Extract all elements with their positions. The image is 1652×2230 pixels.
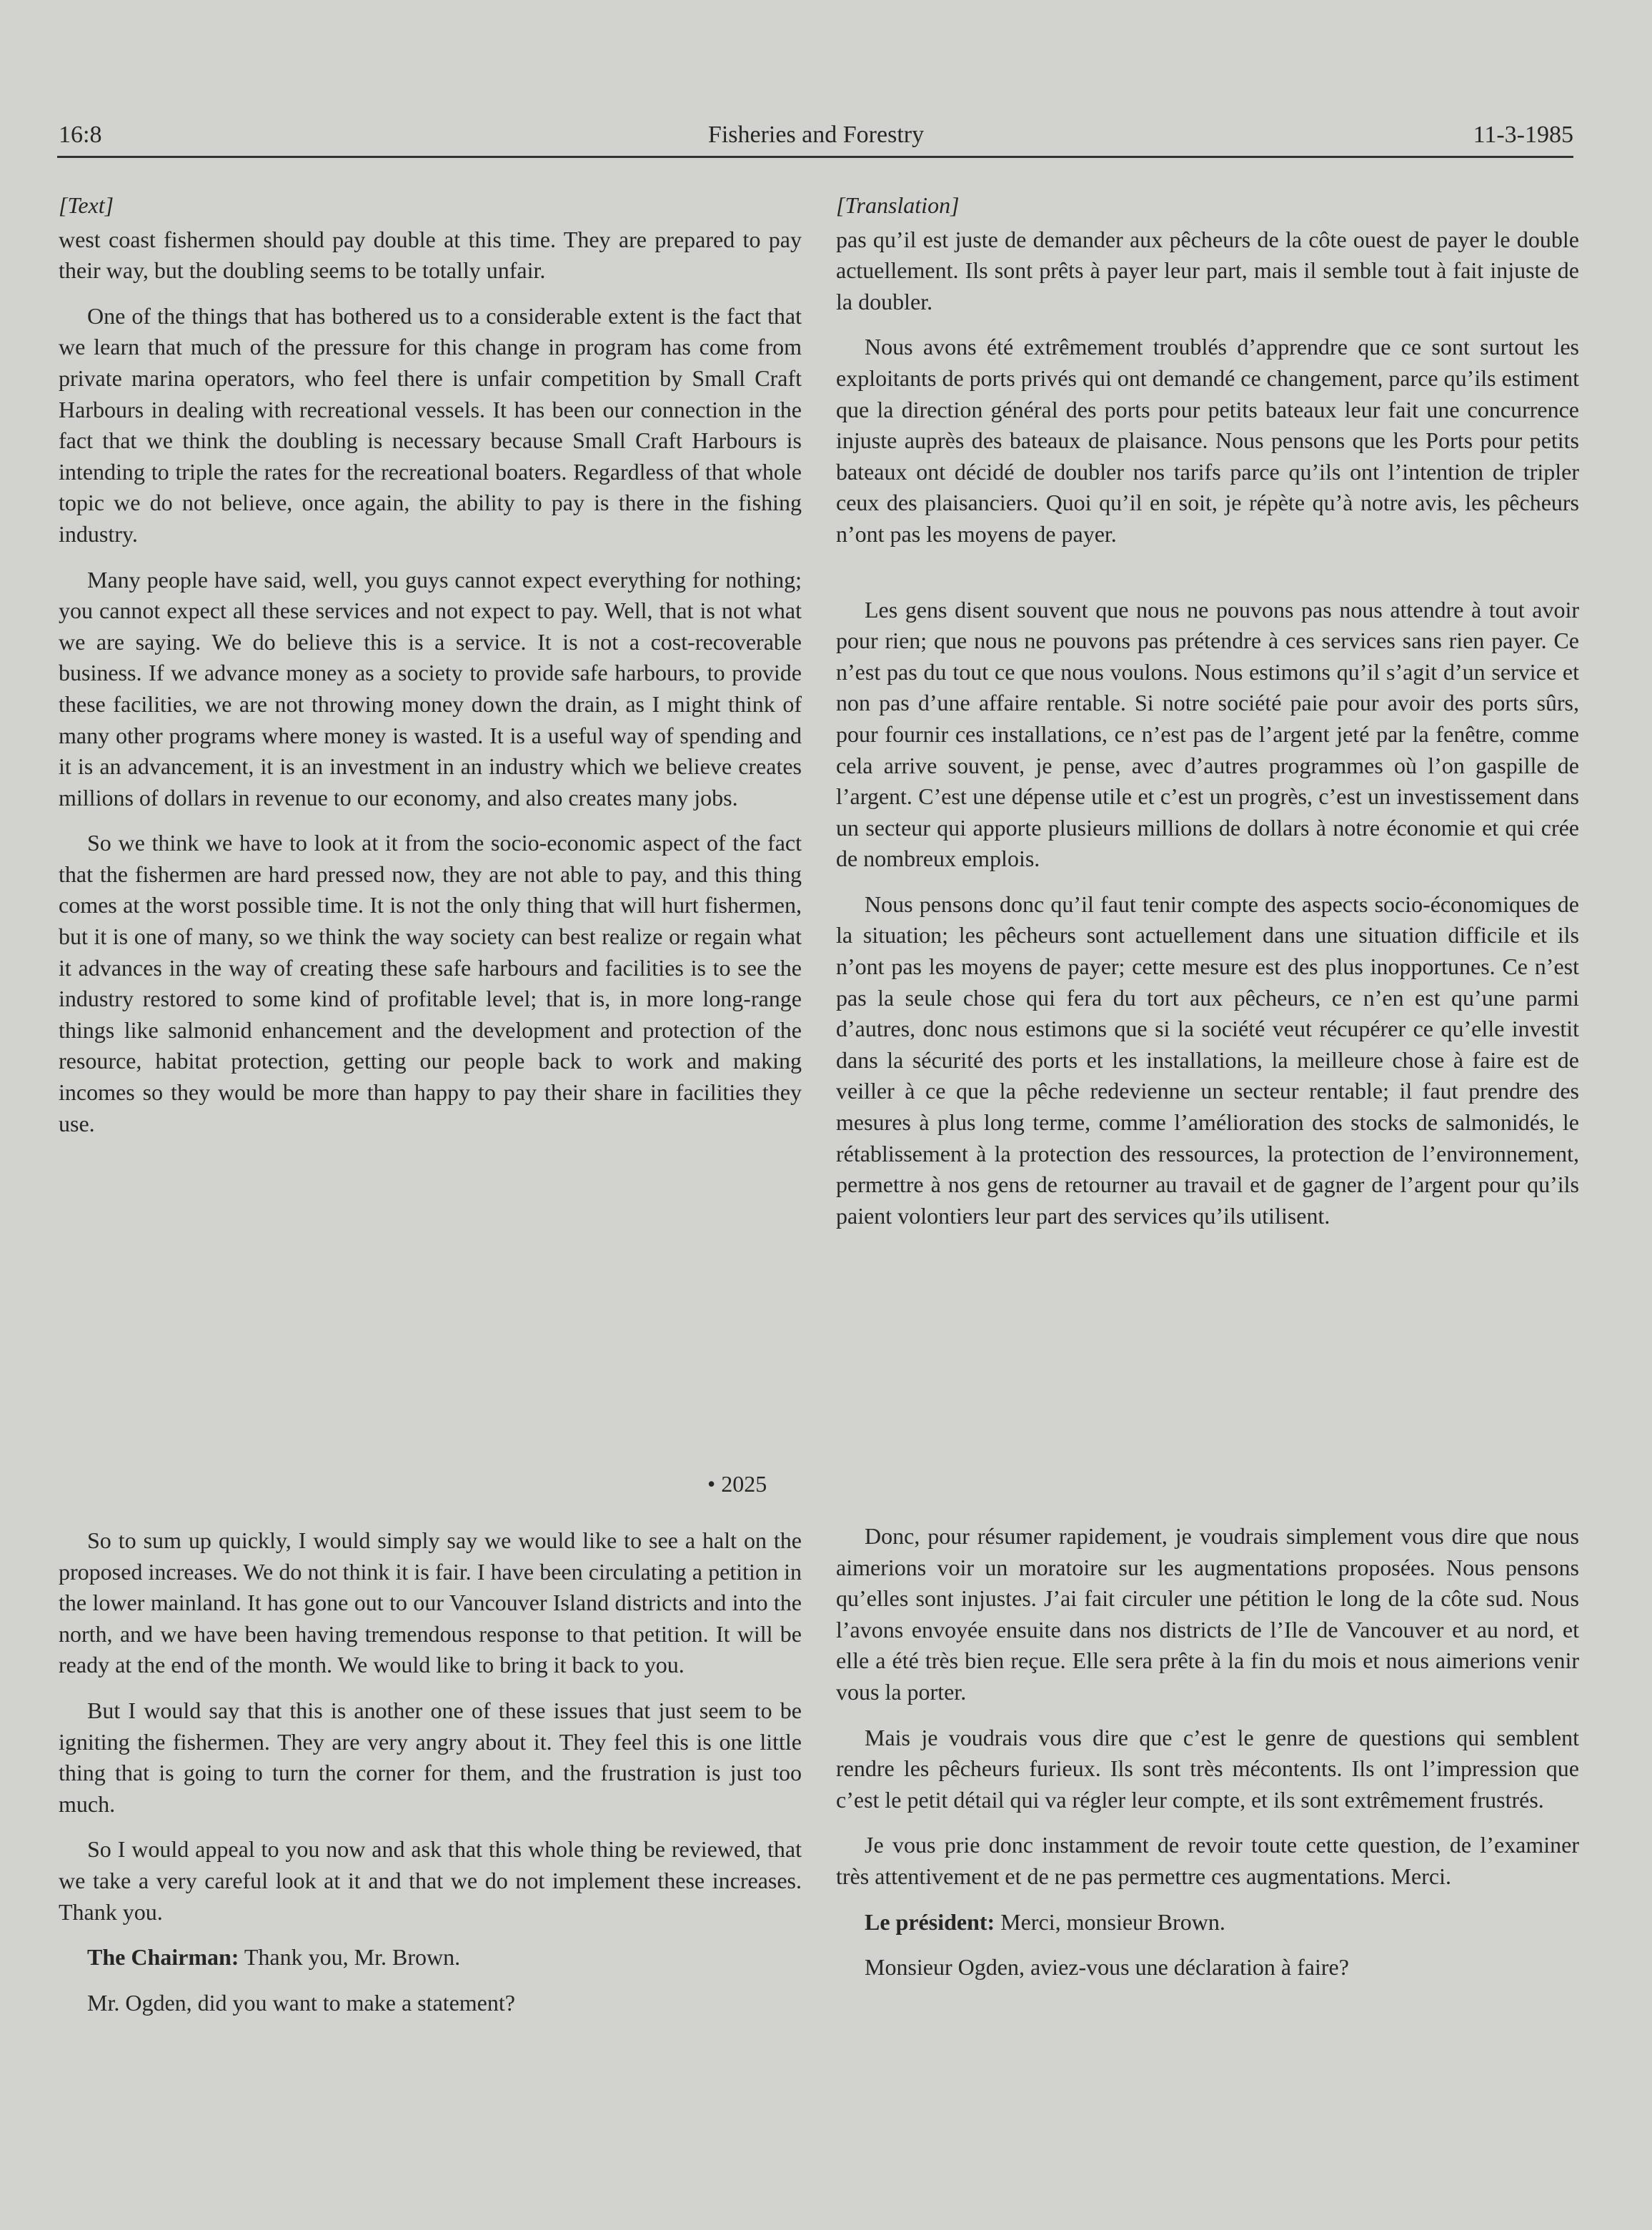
column-tag: [Text]: [59, 192, 114, 218]
chairman-remark: [59, 1942, 802, 1973]
right-column-block-2: [836, 1521, 1579, 1998]
speaker-name: Le président:: [865, 1908, 995, 1935]
page-header: [59, 122, 1573, 157]
paragraph: Monsieur Ogden, aviez-vous une déclaration à faire?: [865, 1954, 1349, 1981]
paragraph: pas qu’il est juste de demander aux pêcheurs de la côte ouest de payer le double actuellement. Ils sont prêts à payer leur part, mais il semble tout à fait injuste de la doubler.: [836, 226, 1579, 314]
header-rule: [57, 156, 1573, 158]
page-number: 16:8: [59, 122, 102, 148]
speaker-text: Merci, monsieur Brown.: [1000, 1908, 1225, 1935]
paragraph: Les gens disent souvent que nous ne pouvons pas nous attendre à tout avoir pour rien; que nous ne pouvons pas prétendre à ces services sans rien payer. Ce n’est pas du tout ce que nous voulons. Nous estimons qu’il s’agit d’un service et non pas d’une affaire rentable. Si notre société paie pour avoir des ports sûrs, pour fournir ces installations, ce n’est pas de l’argent jeté par la fenêtre, comme cela arrive souvent, je pense, avec d’autres programmes où l’on gaspille de l’argent. C’est une dépense utile et c’est un progrès, c’est un investissement dans un secteur qui apporte plusieurs millions de dollars à notre économie et qui crée de nombreux emplois.: [836, 596, 1579, 872]
paragraph: Mais je voudrais vous dire que c’est le genre de questions qui semblent rendre les pêcheurs furieux. Ils sont très mécontents. Ils ont l’impression que c’est le petit détail qui va régler leur compte, et ils sont extrêmement frustrés.: [836, 1724, 1579, 1813]
paragraph: Je vous prie donc instamment de revoir toute cette question, de l’examiner très attentivement et de ne pas permettre ces augmentations. Merci.: [836, 1832, 1579, 1889]
paragraph: Many people have said, well, you guys cannot expect everything for nothing; you cannot expect all these services and not expect to pay. Well, that is not what we are saying. We do believe this is a service. It is not a cost-recoverable business. If we advance money as a society to provide safe harbours, to provide these facilities, we are not throwing money down the drain, as I might think of many other programs where money is wasted. It is a useful way of spending and it is an advancement, it is an investment in an industry which we believe creates millions of dollars in revenue to our economy, and also creates many jobs.: [59, 566, 802, 811]
speaker-text: Thank you, Mr. Brown.: [244, 1944, 461, 1971]
column-tag: [Translation]: [836, 192, 960, 218]
page-date: 11-3-1985: [1473, 122, 1573, 148]
paragraph: So I would appeal to you now and ask that this whole thing be reviewed, that we take a very careful look at it and that we do not implement these increases. Thank you.: [59, 1836, 802, 1925]
paragraph: So to sum up quickly, I would simply say we would like to see a halt on the proposed increases. We do not think it is fair. I have been circulating a petition in the lower mainland. It has gone out to our Vancouver Island districts and into the north, and we have been having tremendous response to that petition. It will be ready at the end of the month. We would like to bring it back to you.: [59, 1527, 802, 1678]
right-column-block-1: [836, 190, 1579, 1246]
paragraph: One of the things that has bothered us to a considerable extent is the fact that we learn that much of the pressure for this change in program has come from private marina operators, who feel there is unfair competition by Small Craft Harbours in dealing with recreational vessels. It has been our connection in the fact that we think the doubling is necessary because Small Craft Harbours is intending to triple the rates for the recreational boaters. Regardless of that whole topic we do not believe, once again, the ability to pay is there in the fishing industry.: [59, 302, 802, 547]
paragraph: Nous pensons donc qu’il faut tenir compte des aspects socio-économiques de la situation; les pêcheurs sont actuellement dans une situation difficile et ils n’ont pas les moyens de payer; cette mesure est des plus inopportunes. Ce n’est pas la seule chose qui fera du tort aux pêcheurs, ce n’en est qu’une parmi d’autres, donc nous estimons que si la société veut récupérer ce qu’elle investit dans la sécurité des ports et les installations, la meilleure chose à faire est de veiller à ce que la pêche redevienne un secteur rentable; il faut prendre des mesures à plus long terme, comme l’amélioration des stocks de salmonidés, le rétablissement à la protection des ressources, la protection de l’environnement, permettre à nos gens de retourner au travail et de gagner de l’argent pour qu’ils paient volontiers leur part des services qu’ils utilisent.: [836, 891, 1579, 1229]
paragraph: Nous avons été extrêmement troublés d’apprendre que ce sont surtout les exploitants de ports privés qui ont demandé ce changement, parce qu’ils estiment que la direction général des ports pour petits bateaux leur fait une concurrence injuste auprès des bateaux de plaisance. Nous pensons que les Ports pour petits bateaux ont décidé de doubler nos tarifs parce qu’ils ont l’intention de tripler ceux des plaisanciers. Quoi qu’il en soit, je répète qu’à notre avis, les pêcheurs n’ont pas les moyens de payer.: [836, 334, 1579, 547]
column-tag-text: Translation: [845, 192, 951, 218]
left-column-block-1: [59, 190, 802, 1154]
paragraph: west coast fishermen should pay double at this time. They are prepared to pay their way, but the doubling seems to be totally unfair.: [59, 226, 802, 284]
paragraph: But I would say that this is another one of these issues that just seem to be igniting the fishermen. They are very angry about it. They feel this is one little thing that is going to turn the corner for them, and the frustration is just too much.: [59, 1697, 802, 1817]
left-column-block-2: [59, 1525, 802, 2033]
paragraph: Donc, pour résumer rapidement, je voudrais simplement vous dire que nous aimerions voir un moratoire sur les augmentations proposées. Nous pensons qu’elles sont injustes. J’ai fait circuler une pétition le long de la côte sud. Nous l’avons envoyée ensuite dans nos districts de l’Ile de Vancouver et au nord, et elle a été très bien reçue. Elle sera prête à la fin du mois et nous aimerions venir vous la porter.: [836, 1523, 1579, 1705]
chairman-remark: [836, 1907, 1579, 1938]
column-tag-text: Text: [67, 192, 105, 218]
paragraph: So we think we have to look at it from the socio-economic aspect of the fact that the fishermen are hard pressed now, they are not able to pay, and this thing comes at the worst possible time. It is not the only thing that will hurt fishermen, but it is one of many, so we think the way society can best realize or regain what it advances in the way of creating these safe harbours and facilities is to see the industry restored to some kind of profitable level; that is, in more long-range things like salmonid enhancement and the development and protection of the resource, habitat protection, getting our people back to work and making incomes so they would be more than happy to pay their share in facilities they use.: [59, 830, 802, 1136]
time-marker: • 2025: [707, 1471, 767, 1497]
paragraph: Mr. Ogden, did you want to make a statement?: [87, 1989, 515, 2016]
page-title: Fisheries and Forestry: [707, 122, 925, 148]
speaker-name: The Chairman:: [87, 1944, 239, 1971]
